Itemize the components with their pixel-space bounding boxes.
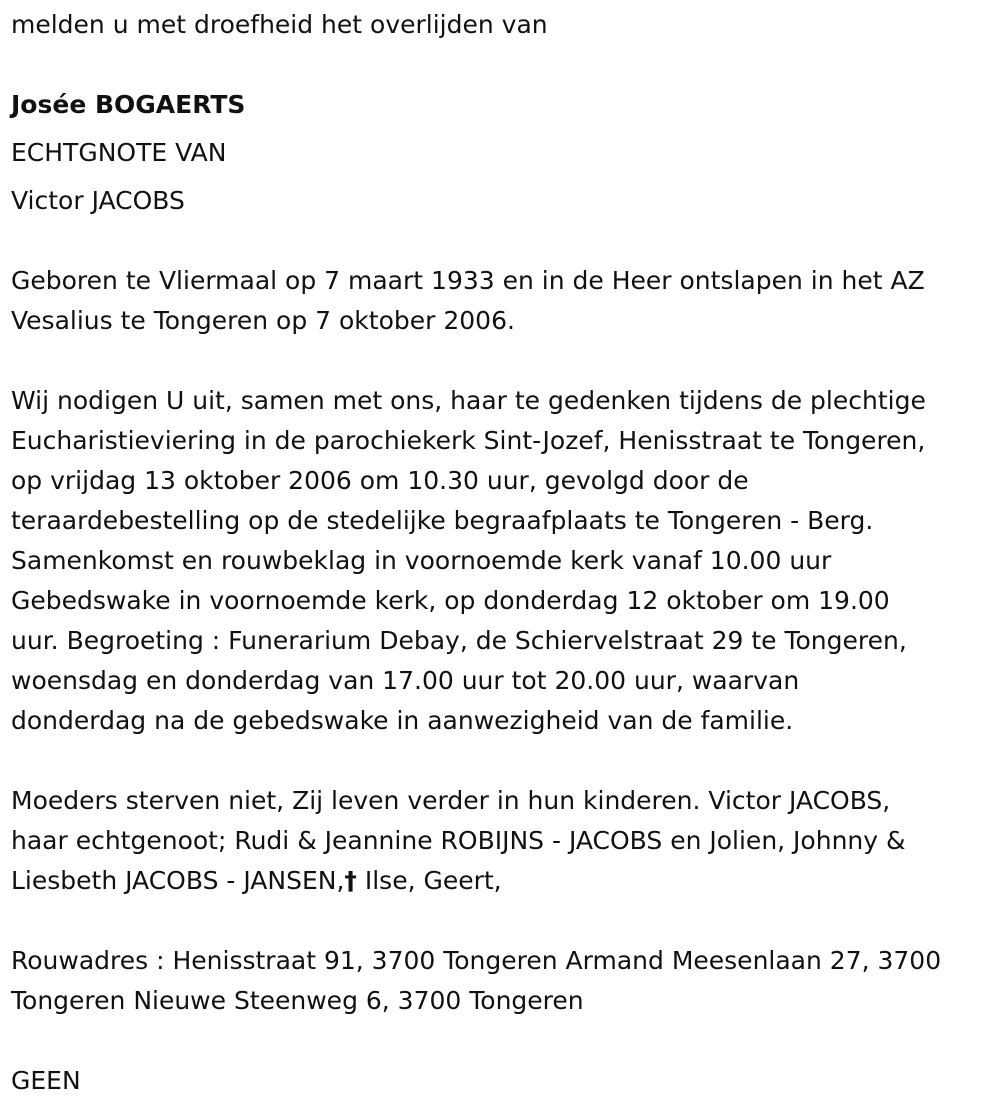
ceremony-line: uur. Begroeting : Funerarium Debay, de Schiervelstraat 29 te Tongeren, bbox=[11, 626, 907, 655]
ceremony-line: Gebedswake in voornoemde kerk, op donderdag 12 oktober om 19.00 bbox=[11, 586, 890, 615]
ceremony-line: Samenkomst en rouwbeklag in voornoemde kerk vanaf 10.00 uur bbox=[11, 546, 832, 575]
ceremony-line: donderdag na de gebedswake in aanwezigheid van de familie. bbox=[11, 706, 794, 735]
intro-text: melden u met droefheid het overlijden van bbox=[11, 10, 548, 39]
family-text: Liesbeth JACOBS - JANSEN, bbox=[11, 866, 345, 895]
ceremony-line: Wij nodigen U uit, samen met ons, haar te gedenken tijdens de plechtige bbox=[11, 386, 926, 415]
birth-death-line: Vesalius te Tongeren op 7 oktober 2006. bbox=[11, 306, 515, 335]
deceased-name: Josée BOGAERTS bbox=[11, 90, 246, 119]
family-line bbox=[11, 861, 502, 901]
relation-text: ECHTGNOTE VAN bbox=[11, 138, 227, 167]
ceremony-line: woensdag en donderdag van 17.00 uur tot 20.00 uur, waarvan bbox=[11, 666, 800, 695]
ceremony-line: op vrijdag 13 oktober 2006 om 10.30 uur, gevolgd door de bbox=[11, 466, 749, 495]
cross-icon: † bbox=[344, 866, 357, 895]
address-line: Tongeren Nieuwe Steenweg 6, 3700 Tongeren bbox=[11, 986, 584, 1015]
ceremony-line: Eucharistieviering in de parochiekerk Sint-Jozef, Henisstraat te Tongeren, bbox=[11, 426, 926, 455]
ceremony-line: teraardebestelling op de stedelijke begraafplaats te Tongeren - Berg. bbox=[11, 506, 874, 535]
closing-text: GEEN bbox=[11, 1066, 81, 1095]
address-line: Rouwadres : Henisstraat 91, 3700 Tongeren Armand Meesenlaan 27, 3700 bbox=[11, 946, 942, 975]
family-line: Moeders sterven niet, Zij leven verder in hun kinderen. Victor JACOBS, bbox=[11, 786, 891, 815]
family-text: Ilse, Geert, bbox=[356, 866, 502, 895]
spouse-name: Victor JACOBS bbox=[11, 186, 185, 215]
family-line: haar echtgenoot; Rudi & Jeannine ROBIJNS - JACOBS en Jolien, Johnny & bbox=[11, 826, 906, 855]
birth-death-line: Geboren te Vliermaal op 7 maart 1933 en in de Heer ontslapen in het AZ bbox=[11, 266, 925, 295]
